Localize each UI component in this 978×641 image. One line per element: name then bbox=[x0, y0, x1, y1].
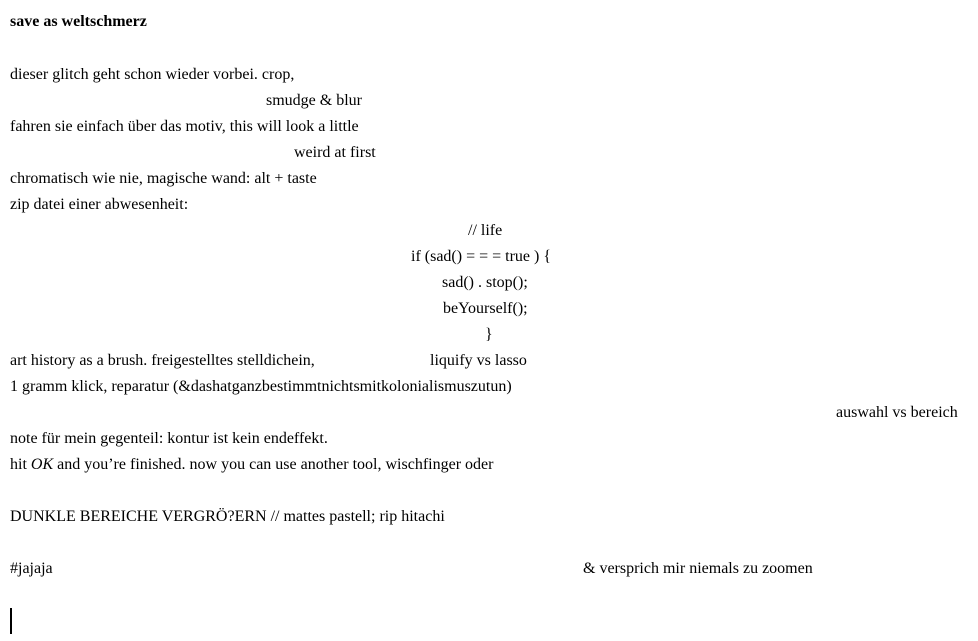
text-line: & versprich mir niemals zu zoomen bbox=[583, 560, 813, 577]
text-line: smudge & blur bbox=[266, 92, 362, 109]
text-line: #jajaja bbox=[10, 560, 53, 577]
text-fragment-italic: OK bbox=[30, 456, 54, 473]
code-line: // life bbox=[468, 222, 503, 239]
code-line: } bbox=[485, 326, 493, 343]
text-line: DUNKLE BEREICHE VERGRÖ?ERN // mattes pastell; rip hitachi bbox=[10, 508, 445, 525]
text-line: dieser glitch geht schon wieder vorbei. crop, bbox=[10, 66, 295, 83]
text-line: weird at first bbox=[294, 144, 376, 161]
code-line: sad() . stop(); bbox=[442, 274, 528, 291]
text-fragment: hit bbox=[10, 456, 31, 473]
text-line: liquify vs lasso bbox=[430, 352, 527, 369]
text-line: 1 gramm klick, reparatur (&dashatganzbestimmtnichtsmitkolonialismuszutun) bbox=[10, 378, 512, 395]
code-line: beYourself(); bbox=[443, 300, 528, 317]
text-line: art history as a brush. freigestelltes stelldichein, bbox=[10, 352, 315, 369]
text-line: fahren sie einfach über das motiv, this will look a little bbox=[10, 118, 359, 135]
text-fragment: and you’re finished. now you can use another tool, wischfinger oder bbox=[53, 456, 494, 473]
text-line bbox=[10, 455, 493, 475]
text-line: chromatisch wie nie, magische wand: alt + taste bbox=[10, 170, 317, 187]
text-line: zip datei einer abwesenheit: bbox=[10, 196, 189, 213]
document-title: save as weltschmerz bbox=[10, 13, 147, 30]
text-caret bbox=[10, 608, 12, 634]
code-line: if (sad() = = = true ) { bbox=[411, 248, 552, 265]
text-line: note für mein gegenteil: kontur ist kein endeffekt. bbox=[10, 430, 328, 447]
text-line: auswahl vs bereich bbox=[836, 404, 958, 421]
